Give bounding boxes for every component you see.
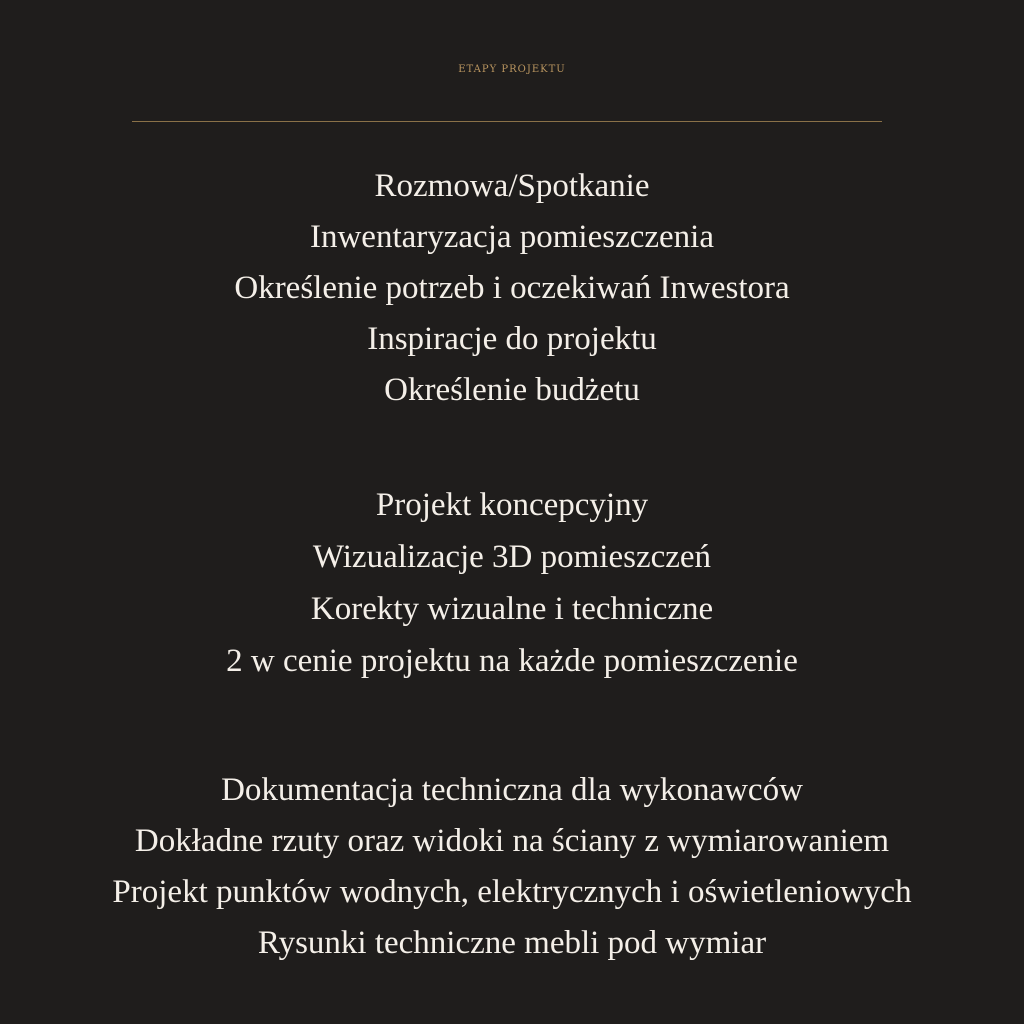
title-divider	[132, 121, 882, 122]
stage-item: Projekt koncepcyjny	[375, 487, 649, 523]
page-title: ETAPY PROJEKTU	[458, 64, 566, 75]
stage-item: Korekty wizualne i techniczne	[310, 591, 714, 627]
stage-item: Inwentaryzacja pomieszczenia	[309, 219, 714, 255]
stage-item: Dokładne rzuty oraz widoki na ściany z wymiarowaniem	[134, 823, 890, 859]
stage-section-concept	[0, 479, 1024, 687]
stage-section-consultation	[0, 161, 1024, 416]
stage-item: Projekt punktów wodnych, elektrycznych i oświetleniowych	[112, 874, 912, 910]
stage-item: Określenie potrzeb i oczekiwań Inwestora	[234, 270, 790, 306]
stage-item: Dokumentacja techniczna dla wykonawców	[221, 772, 803, 808]
stage-item: Rysunki techniczne mebli pod wymiar	[257, 925, 767, 961]
stage-section-documentation	[0, 765, 1024, 969]
stage-item: Wizualizacje 3D pomieszczeń	[312, 539, 712, 575]
stage-item: Inspiracje do projektu	[367, 321, 657, 357]
stage-item: Określenie budżetu	[384, 372, 640, 408]
stage-item: 2 w cenie projektu na każde pomieszczenie	[226, 643, 798, 679]
stage-item: Rozmowa/Spotkanie	[374, 168, 650, 204]
